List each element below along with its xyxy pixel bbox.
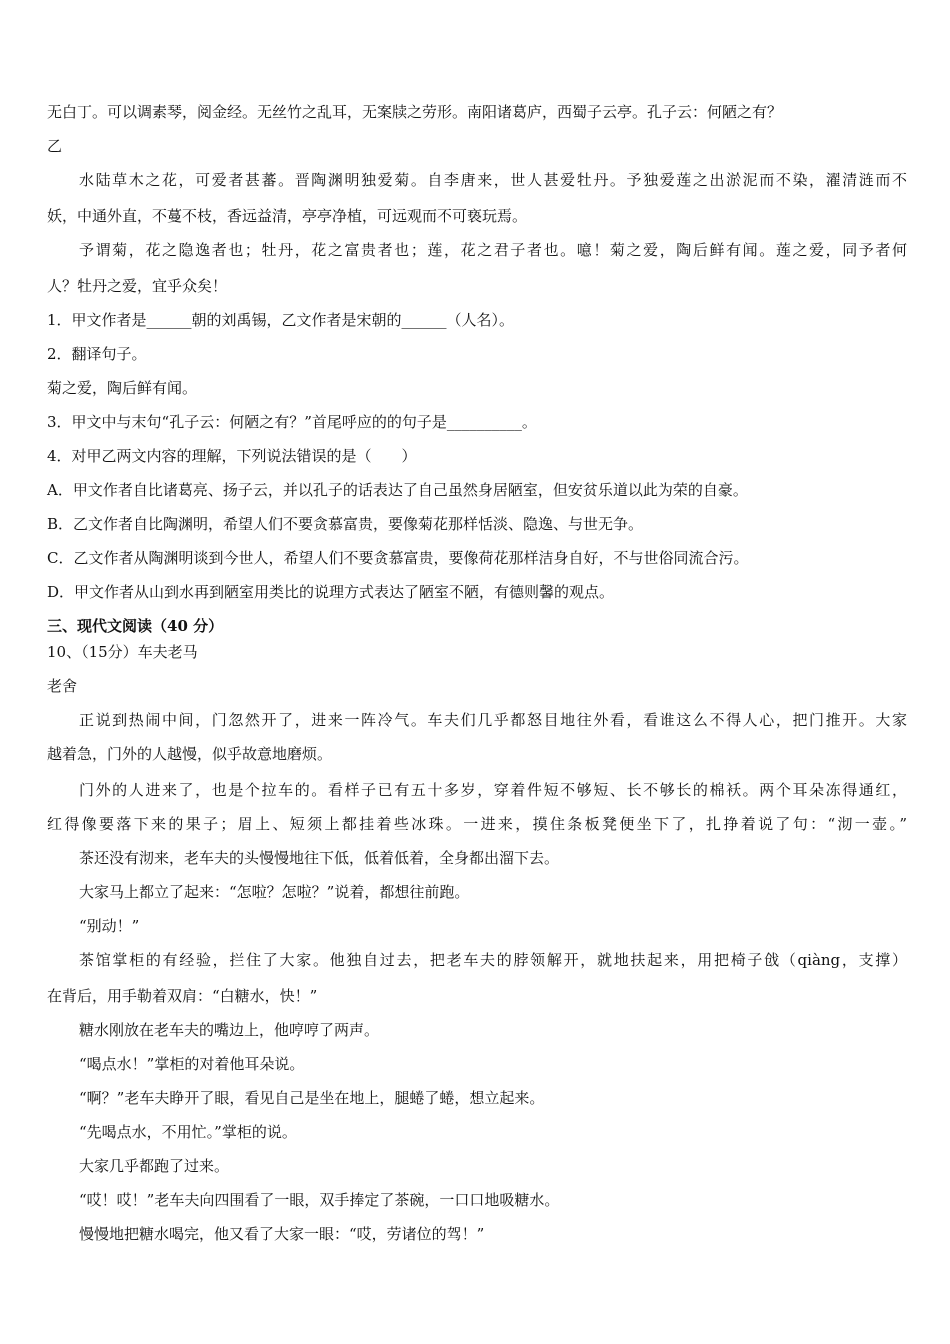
story-p5: “别动！” <box>79 917 140 935</box>
story-p7: 糖水刚放在老车夫的嘴边上，他哼哼了两声。 <box>79 1021 380 1039</box>
question-1: 1．甲文作者是______朝的刘禹锡，乙文作者是宋朝的______（人名）。 <box>47 311 515 329</box>
passage-jia-tail: 无白丁。可以调素琴，阅金经。无丝竹之乱耳，无案牍之劳形。南阳诸葛庐，西蜀子云亭。孔子云：何陋之有？ <box>47 103 783 121</box>
option-c: C．乙文作者从陶渊明谈到今世人，希望人们不要贪慕富贵，要像荷花那样洁身自好，不与世俗同流合污。 <box>47 549 749 567</box>
option-d: D．甲文作者从山到水再到陋室用类比的说理方式表达了陋室不陋，有德则馨的观点。 <box>47 583 615 601</box>
question-2: 2．翻译句子。 <box>47 345 147 363</box>
story-p1-line1: 正说到热闹中间，门忽然开了，进来一阵冷气。车夫们几乎都怒目地往外看，看谁这么不得人心，把门推开。大家 <box>79 711 907 729</box>
story-p12: “哎！哎！”老车夫向四围看了一眼，双手捧定了茶碗，一口口地吸糖水。 <box>79 1191 560 1209</box>
option-b: B．乙文作者自比陶渊明，希望人们不要贪慕富贵，要像菊花那样恬淡、隐逸、与世无争。 <box>47 515 644 533</box>
story-p8: “喝点水！”掌柜的对着他耳朵说。 <box>79 1055 305 1073</box>
passage-yi-p2-line2: 人？牡丹之爱，宜乎众矣！ <box>47 277 228 295</box>
passage-yi-label: 乙 <box>47 137 63 155</box>
story-p1-line2: 越着急，门外的人越慢，似乎故意地磨烦。 <box>47 745 333 763</box>
section-3-heading: 三、现代文阅读（40 分） <box>47 617 224 635</box>
story-p4: 大家马上都立了起来：“怎啦？怎啦？”说着，都想往前跑。 <box>79 883 470 901</box>
story-p9: “啊？”老车夫睁开了眼，看见自己是坐在地上，腿蜷了蜷，想立起来。 <box>79 1089 545 1107</box>
question-3: 3．甲文中与末句“孔子云：何陋之有？”首尾呼应的的句子是__________。 <box>47 413 537 431</box>
story-p10: “先喝点水，不用忙。”掌柜的说。 <box>79 1123 297 1141</box>
option-a: A．甲文作者自比诸葛亮、扬子云，并以孔子的话表达了自己虽然身居陋室，但安贫乐道以此为荣的自豪。 <box>47 481 748 499</box>
story-p2-line1: 门外的人进来了，也是个拉车的。看样子已有五十多岁，穿着件短不够短、长不够长的棉袄。两个耳朵冻得通红， <box>79 781 907 799</box>
question-4: 4．对甲乙两文内容的理解，下列说法错误的是（ ） <box>47 447 417 465</box>
story-p2-line2: 红得像要落下来的果子；眉上、短须上都挂着些冰珠。一进来，摸住条板凳便坐下了，扎挣着说了句：“沏一壶。” <box>47 815 907 833</box>
passage-yi-p1-line2: 妖，中通外直，不蔓不枝，香远益清，亭亭净植，可远观而不可亵玩焉。 <box>47 207 528 225</box>
passage-yi-p2-line1: 予谓菊，花之隐逸者也；牡丹，花之富贵者也；莲，花之君子者也。噫！菊之爱，陶后鲜有闻。莲之爱，同予者何 <box>79 241 907 259</box>
story-p13: 慢慢地把糖水喝完，他又看了大家一眼：“哎，劳诸位的驾！” <box>79 1225 485 1243</box>
story-p6-line1: 茶馆掌柜的有经验，拦住了大家。他独自过去，把老车夫的脖领解开，就地扶起来，用把椅子戗（qiàng，支撑） <box>79 951 907 969</box>
story-p11: 大家几乎都跑了过来。 <box>79 1157 230 1175</box>
story-p6-line2: 在背后，用手勒着双肩：“白糖水，快！” <box>47 987 318 1005</box>
question-2-sentence: 菊之爱，陶后鲜有闻。 <box>47 379 198 397</box>
story-p3: 茶还没有沏来，老车夫的头慢慢地往下低，低着低着，全身都出溜下去。 <box>79 849 560 867</box>
passage-yi-p1-line1: 水陆草木之花，可爱者甚蕃。晋陶渊明独爱菊。自李唐来，世人甚爱牡丹。予独爱莲之出淤泥而不染，濯清涟而不 <box>79 171 907 189</box>
question-10-title: 10、（15分）车夫老马 <box>47 643 198 661</box>
story-author: 老舍 <box>47 677 78 695</box>
